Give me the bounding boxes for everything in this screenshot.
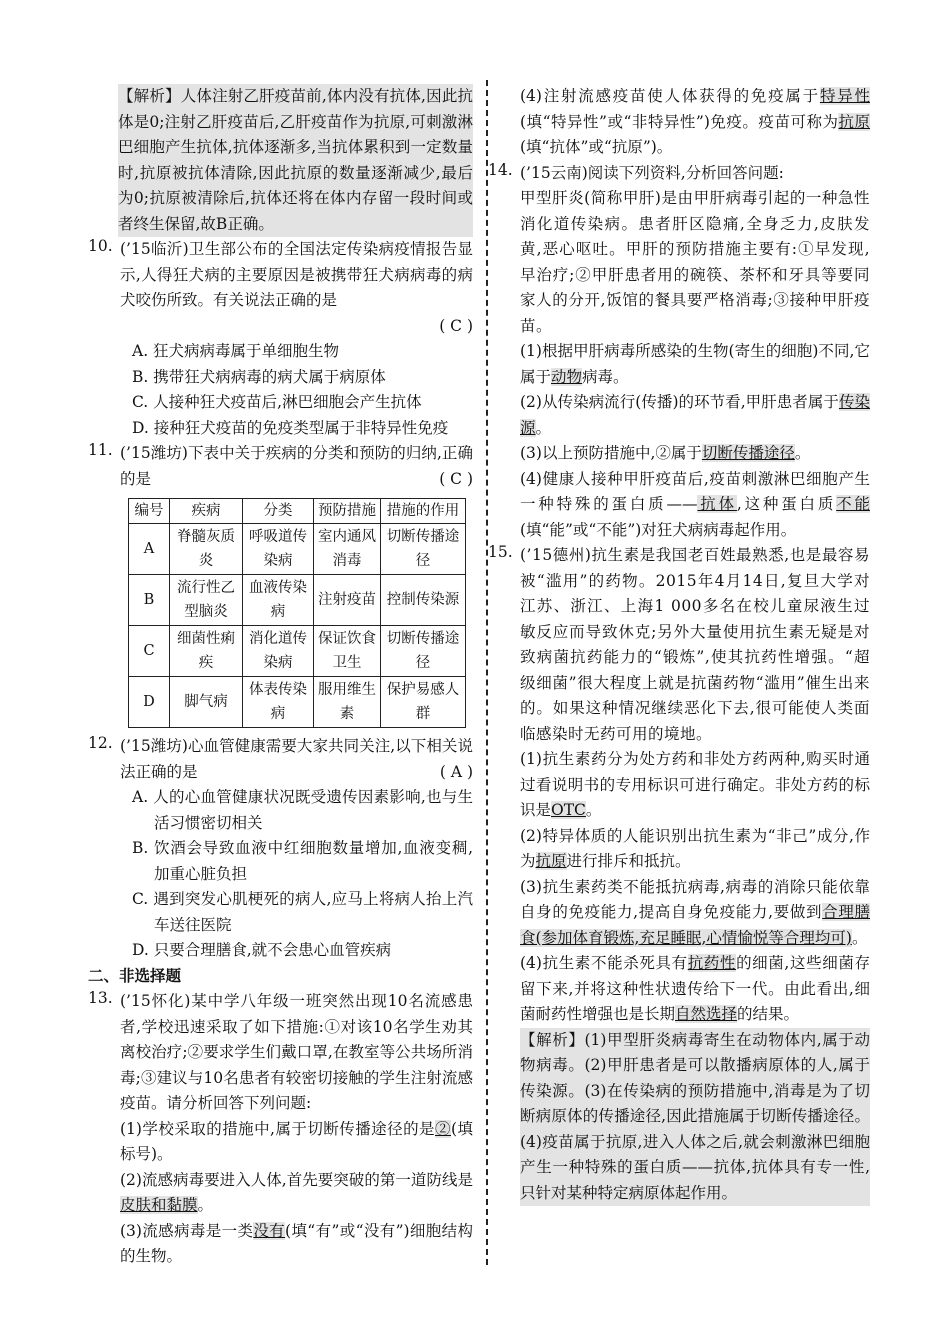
table-cell: 体表传染病 xyxy=(243,677,314,728)
answer-fill: 皮肤和黏膜 xyxy=(120,1196,198,1214)
table-cell: B xyxy=(129,575,170,626)
answer-fill: 动物 xyxy=(551,367,583,386)
answer-fill: 不能 xyxy=(836,495,870,513)
answer-fill: 自然选择 xyxy=(675,1005,738,1023)
question-stem: (’15德州)抗生素是我国老百姓最熟悉,也是最容易被“滥用”的药物。2015年4月14日,复旦大学对江苏、浙江、上海1 000多名在校儿童尿液生过敏反应而导致休克;另外大量使用抗生素无疑是对致病菌抗药能力的“锻炼”,使其抗药性增强。“超级细菌”很大程度上就是抗菌药物“滥用”催生出来的。如果这种情况继续恶化下去,很可能使人类面临感染时无药可用的境地。 xyxy=(520,546,870,743)
answer-fill: 抗体 xyxy=(697,495,737,513)
table-row xyxy=(129,524,466,575)
header-cell: 分类 xyxy=(243,499,314,524)
question-number: 10. xyxy=(88,237,113,255)
section-heading: 二、非选择题 xyxy=(88,966,182,985)
answer-fill: 切断传播途径 xyxy=(701,444,795,462)
question-number: 14. xyxy=(488,160,513,179)
table-cell: 流行性乙型脑炎 xyxy=(170,575,243,626)
table-cell: 服用维生素 xyxy=(314,677,381,728)
answer-choice: ( C ) xyxy=(439,469,473,488)
option-c: C. 人接种狂犬疫苗后,淋巴细胞会产生抗体 xyxy=(132,393,422,411)
sub-question: (1)抗生素药分为处方药和非处方药两种,购买时通过看说明书的专用标识可进行确定。非处方药的标识是OTC。 xyxy=(520,750,870,819)
answer-fill: 抗原 xyxy=(535,852,567,870)
sub-question: (4)健康人接种甲肝疫苗后,疫苗刺激淋巴细胞产生一种特殊的蛋白质——抗体,这种蛋白质不能(填“能”或“不能”)对狂犬病病毒起作用。 xyxy=(520,469,870,539)
analysis-block: 【解析】人体注射乙肝疫苗前,体内没有抗体,因此抗体是0;注射乙肝疫苗后,乙肝疫苗作为抗原,可刺激淋巴细胞产生抗体,抗体逐渐多,当抗体累积到一定数量时,抗原被抗体清除,因此抗原的数量逐渐减少,最后为0;抗原被清除后,抗体还将在体内存留一段时间或者终生保留,故B正确。 xyxy=(118,84,473,237)
answer-fill: ② xyxy=(435,1119,451,1138)
answer-fill: 特异性 xyxy=(819,87,870,105)
table-cell: C xyxy=(129,626,170,677)
sub-question: (2)流感病毒要进入人体,首先要突破的第一道防线是皮肤和黏膜。 xyxy=(120,1170,473,1214)
reading-material: 甲型肝炎(简称甲肝)是由甲肝病毒引起的一种急性消化道传染病。患者肝区隐痛,全身乏力,皮肤发黄,恶心呕吐。甲肝的预防措施主要有:①早发现,早治疗;②甲肝患者用的碗筷、茶杯和牙具等要同家人的分开,饭馆的餐具要严格消毒;③接种甲肝疫苗。 xyxy=(520,189,870,335)
question-stem: (’15云南)阅读下列资料,分析回答问题: xyxy=(520,163,784,182)
question-15 xyxy=(488,543,870,1028)
option-b: B. 饮酒会导致血液中红细胞数量增加,血液变稠,加重心脏负担 xyxy=(132,839,473,883)
question-stem: (’15潍坊)心血管健康需要大家共同关注,以下相关说法正确的是 ( A ) xyxy=(120,734,473,785)
table-row xyxy=(129,626,466,677)
table-cell: 呼吸道传染病 xyxy=(243,524,314,575)
answer-fill: 传染源 xyxy=(520,393,870,437)
answer-fill: OTC xyxy=(551,801,586,819)
analysis-block: 【解析】(1)甲型肝炎病毒寄生在动物体内,属于动物病毒。(2)甲肝患者是可以散播病原体的人,属于传染源。(3)在传染病的预防措施中,消毒是为了切断病原体的传播途径,因此措施属于切断传播途径。(4)疫苗属于抗原,进入人体之后,就会刺激淋巴细胞产生一种特殊的蛋白质——抗体,抗体具有专一性,只针对某种特定病原体起作用。 xyxy=(520,1028,870,1207)
header-cell: 疾病 xyxy=(170,499,243,524)
table-cell: 室内通风消毒 xyxy=(314,524,381,575)
option-d: D. 接种狂犬疫苗的免疫类型属于非特异性免疫 xyxy=(132,418,449,437)
question-stem: (’15怀化)某中学八年级一班突然出现10名流感患者,学校迅速采取了如下措施:①对该10名学生劝其离校治疗;②要求学生们戴口罩,在教室等公共场所消毒;③建议与10名患者有较密切接触的学生注射流感疫苗。请分析回答下列问题: xyxy=(120,992,473,1112)
option-c: C. 遇到突发心肌梗死的病人,应马上将病人抬上汽车送往医院 xyxy=(132,890,473,934)
table-row xyxy=(129,677,466,728)
question-stem: (’15潍坊)下表中关于疾病的分类和预防的归纳,正确的是 ( C ) xyxy=(120,441,473,492)
header-cell: 编号 xyxy=(129,499,170,524)
sub-question: (1)学校采取的措施中,属于切断传播途径的是②(填标号)。 xyxy=(120,1119,473,1163)
sub-question: (2)特异体质的人能识别出抗生素为“非己”成分,作为抗原进行排斥和抵抗。 xyxy=(520,826,870,870)
table-cell: 脊髓灰质炎 xyxy=(170,524,243,575)
question-12 xyxy=(88,734,473,964)
answer-fill: 合理膳食(参加体育锻炼,充足睡眠,心情愉悦等合理均可) xyxy=(520,903,870,947)
sub-question: (4)抗生素不能杀死具有抗药性的细菌,这些细菌存留下来,并将这种性状遗传给下一代。由此看出,细菌耐药性增强也是长期自然选择的结果。 xyxy=(520,954,870,1023)
table-cell: D xyxy=(129,677,170,728)
sub-question: (3)以上预防措施中,②属于切断传播途径。 xyxy=(520,444,811,462)
question-11 xyxy=(88,441,473,492)
question-number: 11. xyxy=(88,441,113,459)
option-a: A. 人的心血管健康状况既受遗传因素影响,也与生活习惯密切相关 xyxy=(132,788,473,832)
table-cell: 控制传染源 xyxy=(381,575,466,626)
table-cell: 保护易感人群 xyxy=(381,677,466,728)
option-a: A. 狂犬病病毒属于单细胞生物 xyxy=(132,342,340,360)
answer-choice: ( A ) xyxy=(439,762,473,781)
question-13 xyxy=(88,989,473,1270)
table-cell: 保证饮食卫生 xyxy=(314,626,381,677)
left-column xyxy=(88,84,473,1270)
disease-table xyxy=(128,498,466,728)
answer-choice: ( C ) xyxy=(439,316,473,335)
question-number: 15. xyxy=(488,543,513,561)
header-cell: 措施的作用 xyxy=(381,499,466,524)
option-d: D. 只要合理膳食,就不会患心血管疾病 xyxy=(132,941,392,959)
question-10 xyxy=(88,237,473,441)
sub-question: (1)根据甲肝病毒所感染的生物(寄生的细胞)不同,它属于动物病毒。 xyxy=(520,342,870,386)
right-column xyxy=(488,84,870,1206)
sub-question: (3)流感病毒是一类没有(填“有”或“没有”)细胞结构的生物。 xyxy=(120,1221,473,1265)
question-number: 13. xyxy=(88,989,113,1007)
table-row xyxy=(129,575,466,626)
sub-question: (3)抗生素药类不能抵抗病毒,病毒的消除只能依靠自身的免疫能力,提高自身免疫能力,要做到合理膳食(参加体育锻炼,充足睡眠,心情愉悦等合理均可)。 xyxy=(520,877,870,947)
table-cell: A xyxy=(129,524,170,575)
option-b: B. 携带狂犬病病毒的病犬属于病原体 xyxy=(132,367,386,386)
table-cell: 注射疫苗 xyxy=(314,575,381,626)
table-header-row xyxy=(129,499,466,524)
header-cell: 预防措施 xyxy=(314,499,381,524)
table-cell: 切断传播途径 xyxy=(381,524,466,575)
table-cell: 血液传染病 xyxy=(243,575,314,626)
question-stem: (’15临沂)卫生部公布的全国法定传染病疫情报告显示,人得狂犬病的主要原因是被携带狂犬病病毒的病犬咬伤所致。有关说法正确的是 xyxy=(120,240,473,309)
table-cell: 细菌性痢疾 xyxy=(170,626,243,677)
table-cell: 切断传播途径 xyxy=(381,626,466,677)
table-cell: 消化道传染病 xyxy=(243,626,314,677)
question-14 xyxy=(488,161,870,544)
question-number: 12. xyxy=(88,734,113,752)
table-cell: 脚气病 xyxy=(170,677,243,728)
answer-fill: 抗原 xyxy=(838,112,870,131)
answer-fill: 没有 xyxy=(253,1221,286,1240)
answer-fill: 抗药性 xyxy=(687,954,737,972)
sub-question: (2)从传染病流行(传播)的环节看,甲肝患者属于传染源。 xyxy=(520,393,870,437)
sub-question: (4)注射流感疫苗使人体获得的免疫属于特异性(填“特异性”或“非特异性”)免疫。疫苗可称为抗原(填“抗体”或“抗原”)。 xyxy=(520,87,870,156)
